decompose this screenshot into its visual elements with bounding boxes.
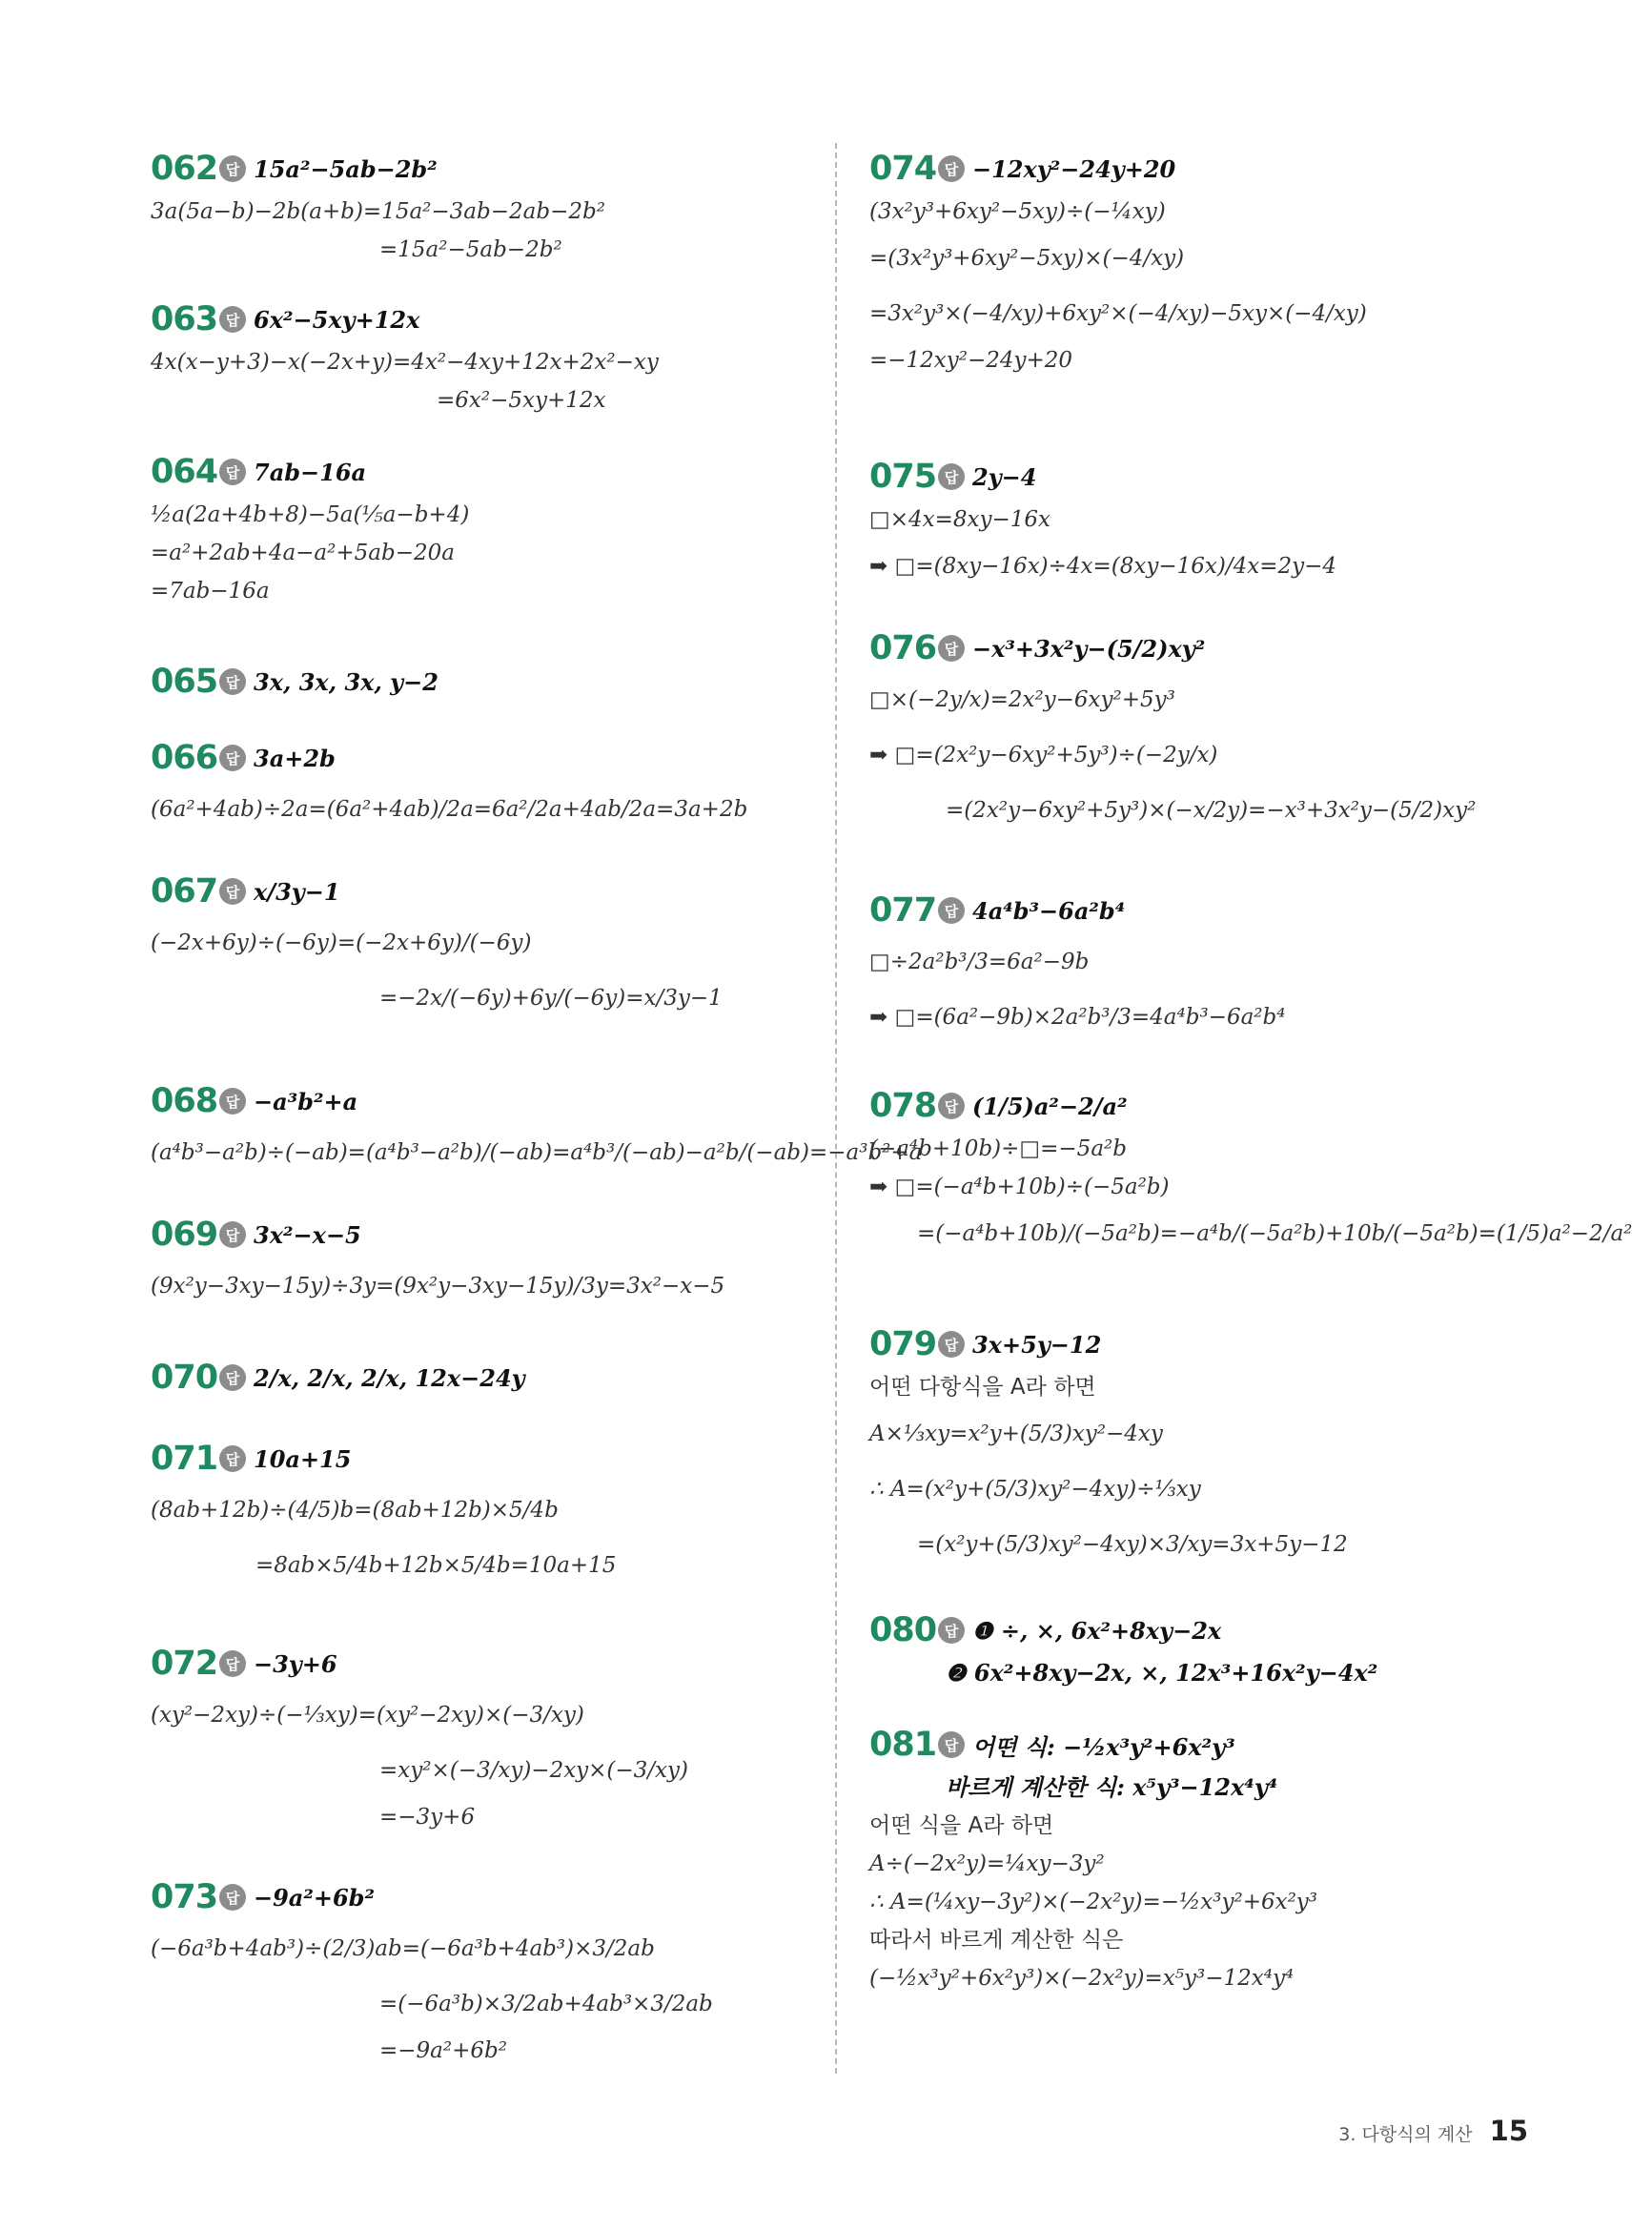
problem-number: 065 — [151, 663, 218, 701]
problem-number: 062 — [151, 150, 218, 188]
solution-line: =−9a²+6b² — [379, 2038, 507, 2063]
problem-number: 072 — [151, 1645, 218, 1683]
problem-header — [869, 624, 1537, 672]
solution-line: (a⁴b³−a²b)÷(−ab)=(a⁴b³−a²b)/(−ab)=a⁴b³/(−ab)−a²b/(−ab)=−a³b²+a — [151, 1140, 923, 1165]
problem-081 — [869, 1721, 1537, 1997]
problem-header — [151, 448, 818, 496]
page-footer — [1338, 2115, 1528, 2147]
problem-header — [869, 1082, 1537, 1130]
problem-078 — [869, 1082, 1633, 1261]
problem-number: 078 — [869, 1087, 937, 1125]
problem-number: 066 — [151, 739, 218, 777]
solution-line: ❷ 6x²+8xy−2x, ×, 12x³+16x²y−4x² — [946, 1659, 1378, 1687]
problem-064 — [151, 448, 818, 610]
solution-line: (−½x³y²+6x²y³)×(−2x²y)=x⁵y³−12x⁴y⁴ — [869, 1966, 1295, 1991]
problem-header — [151, 658, 818, 706]
solution-line: A÷(−2x²y)=¼xy−3y² — [869, 1852, 1105, 1876]
problem-075 — [869, 453, 1537, 594]
solution-line: (3x²y³+6xy²−5xy)÷(−¼xy) — [869, 199, 1166, 224]
chapter-label: 3. 다항식의 계산 — [1338, 2124, 1473, 2145]
solution-line: =a²+2ab+4a−a²+5ab−20a — [151, 541, 455, 565]
solution-line: □×(−2y/x)=2x²y−6xy²+5y³ — [869, 687, 1175, 712]
solution-line: (9x²y−3xy−15y)÷3y=(9x²y−3xy−15y)/3y=3x²−x−5 — [151, 1274, 725, 1299]
answer-text: 3a+2b — [254, 744, 336, 772]
problem-072 — [151, 1640, 818, 1836]
problem-number: 079 — [869, 1325, 937, 1363]
problem-number: 074 — [869, 150, 937, 188]
answer-badge-icon: 답 — [219, 306, 246, 333]
answer-badge-icon: 답 — [938, 897, 965, 924]
problem-header — [151, 1211, 818, 1258]
solution-line: (−6a³b+4ab³)÷(2/3)ab=(−6a³b+4ab³)×3/2ab — [151, 1936, 655, 1961]
problem-number: 063 — [151, 300, 218, 338]
solution-line: ➡ □=(−a⁴b+10b)÷(−5a²b) — [869, 1175, 1170, 1199]
solution-line: =7ab−16a — [151, 579, 270, 604]
problem-header — [151, 1077, 818, 1125]
solution-line: 따라서 바르게 계산한 식은 — [869, 1928, 1124, 1953]
answer-text: 10a+15 — [254, 1444, 352, 1473]
answer-badge-icon: 답 — [219, 1445, 246, 1472]
problem-header — [869, 1320, 1537, 1368]
answer-badge-icon: 답 — [219, 155, 246, 182]
problem-number: 073 — [151, 1878, 218, 1916]
problem-number: 076 — [869, 629, 937, 667]
problem-number: 067 — [151, 872, 218, 910]
answer-badge-icon: 답 — [938, 155, 965, 182]
problem-071 — [151, 1435, 818, 1593]
answer-badge-icon: 답 — [219, 459, 246, 485]
answer-badge-icon: 답 — [219, 745, 246, 771]
solution-line: ➡ □=(6a²−9b)×2a²b³/3=4a⁴b³−6a²b⁴ — [869, 1005, 1286, 1030]
solution-line: =(−a⁴b+10b)/(−5a²b)=−a⁴b/(−5a²b)+10b/(−5a²b)=(1/5)a²−2/a² — [917, 1221, 1633, 1246]
problem-number: 070 — [151, 1359, 218, 1397]
answer-text: 3x+5y−12 — [972, 1330, 1102, 1359]
problem-074 — [869, 145, 1537, 379]
problem-067 — [151, 868, 818, 1026]
solution-line: ∴ A=(¼xy−3y²)×(−2x²y)=−½x³y²+6x²y³ — [869, 1890, 1318, 1914]
answer-badge-icon: 답 — [938, 1331, 965, 1358]
answer-text: 6x²−5xy+12x — [254, 305, 420, 334]
solution-line: (−2x+6y)÷(−6y)=(−2x+6y)/(−6y) — [151, 931, 532, 955]
solution-line: (6a²+4ab)÷2a=(6a²+4ab)/2a=6a²/2a+4ab/2a=3a+2b — [151, 797, 748, 822]
problem-070 — [151, 1354, 818, 1401]
solution-line: =15a²−5ab−2b² — [379, 237, 562, 262]
column-divider — [835, 143, 837, 2074]
solution-line: ∴ A=(x²y+(5/3)xy²−4xy)÷⅓xy — [869, 1477, 1201, 1502]
answer-text: 7ab−16a — [254, 458, 367, 486]
answer-text: −a³b²+a — [254, 1087, 358, 1115]
solution-line: =xy²×(−3/xy)−2xy×(−3/xy) — [379, 1758, 688, 1783]
problem-number: 068 — [151, 1082, 218, 1120]
problem-080 — [869, 1606, 1537, 1692]
problem-076 — [869, 624, 1537, 838]
answer-badge-icon: 답 — [219, 1221, 246, 1248]
answer-text: ❶ ÷, ×, 6x²+8xy−2x — [972, 1616, 1222, 1645]
answer-badge-icon: 답 — [219, 1088, 246, 1115]
answer-badge-icon: 답 — [938, 1731, 965, 1758]
solution-line: =−2x/(−6y)+6y/(−6y)=x/3y−1 — [379, 986, 723, 1011]
problem-069 — [151, 1211, 818, 1314]
solution-line: □÷2a²b³/3=6a²−9b — [869, 950, 1090, 974]
page-number: 15 — [1489, 2115, 1528, 2147]
answer-text: −12xy²−24y+20 — [972, 154, 1176, 183]
problem-header — [869, 1721, 1537, 1769]
problem-number: 071 — [151, 1440, 218, 1478]
problem-header — [151, 1640, 818, 1688]
solution-line: =3x²y³×(−4/xy)+6xy²×(−4/xy)−5xy×(−4/xy) — [869, 301, 1367, 326]
solution-line: =8ab×5/4b+12b×5/4b=10a+15 — [255, 1553, 617, 1578]
solution-line: =6x²−5xy+12x — [437, 388, 606, 413]
solution-line: =(x²y+(5/3)xy²−4xy)×3/xy=3x+5y−12 — [917, 1532, 1348, 1557]
answer-text: 15a²−5ab−2b² — [254, 154, 438, 183]
problem-header — [869, 887, 1537, 934]
solution-line: =−3y+6 — [379, 1805, 476, 1830]
solution-line: =(3x²y³+6xy²−5xy)×(−4/xy) — [869, 246, 1185, 271]
answer-text: 3x, 3x, 3x, y−2 — [254, 667, 438, 696]
solution-line: =−12xy²−24y+20 — [869, 348, 1073, 373]
problem-header — [869, 1606, 1537, 1654]
answer-badge-icon: 답 — [219, 1884, 246, 1911]
answer-badge-icon: 답 — [219, 1650, 246, 1677]
answer-text: 3x²−x−5 — [254, 1220, 361, 1249]
solution-line: 바르게 계산한 식: x⁵y³−12x⁴y⁴ — [946, 1773, 1278, 1801]
problem-header — [151, 1873, 818, 1921]
answer-badge-icon: 답 — [938, 635, 965, 662]
answer-text: (1/5)a²−2/a² — [972, 1092, 1128, 1120]
solution-line: ½a(2a+4b+8)−5a(⅕a−b+4) — [151, 502, 470, 527]
solution-line: (xy²−2xy)÷(−⅓xy)=(xy²−2xy)×(−3/xy) — [151, 1703, 584, 1728]
problem-066 — [151, 734, 818, 837]
problem-number: 069 — [151, 1216, 218, 1254]
solution-line: ➡ □=(2x²y−6xy²+5y³)÷(−2y/x) — [869, 743, 1218, 767]
problem-079 — [869, 1320, 1537, 1572]
problem-063 — [151, 296, 818, 419]
problem-header — [869, 145, 1537, 193]
answer-text: 2y−4 — [972, 462, 1037, 491]
answer-text: −9a²+6b² — [254, 1883, 375, 1912]
problem-062 — [151, 145, 818, 269]
problem-number: 064 — [151, 453, 218, 491]
problem-number: 075 — [869, 458, 937, 496]
problem-number: 077 — [869, 891, 937, 930]
problem-number: 080 — [869, 1611, 937, 1649]
problem-header — [869, 453, 1537, 501]
solution-line: ➡ □=(8xy−16x)÷4x=(8xy−16x)/4x=2y−4 — [869, 554, 1336, 579]
problem-065 — [151, 658, 818, 706]
answer-text: 어떤 식: −½x³y²+6x²y³ — [972, 1732, 1235, 1761]
problem-header — [151, 145, 818, 193]
solution-line: 4x(x−y+3)−x(−2x+y)=4x²−4xy+12x+2x²−xy — [151, 350, 659, 375]
answer-text: x/3y−1 — [254, 877, 340, 906]
answer-badge-icon: 답 — [938, 1093, 965, 1119]
solution-line: =(−6a³b)×3/2ab+4ab³×3/2ab — [379, 1992, 713, 2016]
problem-header — [151, 1435, 818, 1483]
answer-text: −3y+6 — [254, 1649, 337, 1678]
answer-text: −x³+3x²y−(5/2)xy² — [972, 634, 1206, 663]
answer-badge-icon: 답 — [938, 1617, 965, 1644]
solution-line: 어떤 다항식을 A라 하면 — [869, 1375, 1096, 1400]
answer-badge-icon: 답 — [938, 463, 965, 490]
problem-header — [151, 868, 818, 915]
problem-header — [151, 1354, 818, 1401]
solution-line: □×4x=8xy−16x — [869, 507, 1050, 532]
solution-line: (−a⁴b+10b)÷□=−5a²b — [869, 1136, 1127, 1161]
answer-badge-icon: 답 — [219, 668, 246, 695]
solution-line: A×⅓xy=x²y+(5/3)xy²−4xy — [869, 1422, 1163, 1446]
solution-line: (8ab+12b)÷(4/5)b=(8ab+12b)×5/4b — [151, 1498, 559, 1523]
problem-header — [151, 734, 818, 782]
problem-073 — [151, 1873, 818, 2070]
answer-text: 4a⁴b³−6a²b⁴ — [972, 896, 1126, 925]
answer-badge-icon: 답 — [219, 878, 246, 905]
problem-number: 081 — [869, 1726, 937, 1764]
problem-077 — [869, 887, 1537, 1045]
solution-line: 3a(5a−b)−2b(a+b)=15a²−3ab−2ab−2b² — [151, 199, 605, 224]
answer-text: 2/x, 2/x, 2/x, 12x−24y — [254, 1363, 525, 1392]
answer-badge-icon: 답 — [219, 1364, 246, 1391]
solution-line: 어떤 식을 A라 하면 — [869, 1813, 1054, 1838]
solution-line: =(2x²y−6xy²+5y³)×(−x/2y)=−x³+3x²y−(5/2)xy² — [946, 798, 1477, 823]
problem-header — [151, 296, 818, 343]
